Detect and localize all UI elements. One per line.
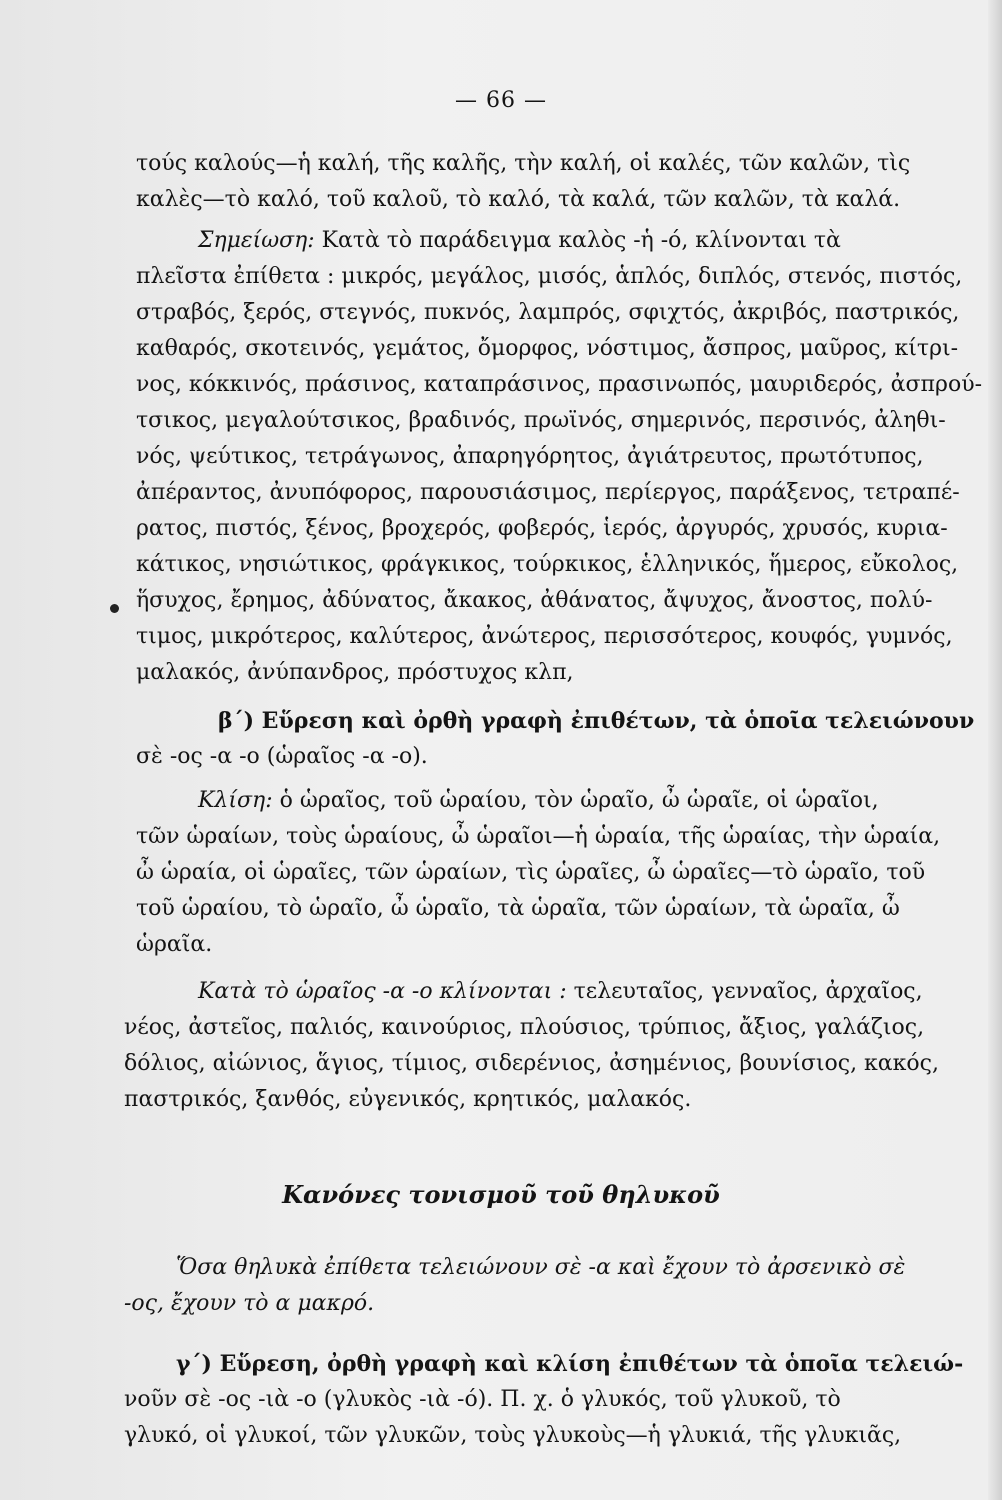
text-line: νός, ψεύτικος, τετράγωνος, ἀπαρηγόρητος, ἀγιάτρευτος, πρωτότυπος, <box>136 444 924 469</box>
text-line: νοῦν σὲ -ος -ιὰ -ο (γλυκὸς -ιὰ -ό). Π. χ. ὁ γλυκός, τοῦ γλυκοῦ, τὸ <box>124 1387 841 1412</box>
text-line: ἥσυχος, ἔρημος, ἀδύνατος, ἄκακος, ἀθάνατος, ἄψυχος, ἄνοστος, πολύ- <box>136 588 933 613</box>
kata-first-text: τελευταῖος, γενναῖος, ἀρχαῖος, <box>573 979 923 1004</box>
text-line: μαλακός, ἀνύπανδρος, πρόστυχος κλπ, <box>136 660 574 685</box>
note-first-line <box>198 227 986 255</box>
kata-label: Κατὰ τὸ ὡραῖος -α -ο κλίνονται : <box>198 979 567 1004</box>
text-line: πλεῖστα ἐπίθετα : μικρός, μεγάλος, μισός, ἁπλός, διπλός, στενός, πιστός, <box>136 264 963 289</box>
rule-line: Ὅσα θηλυκὰ ἐπίθετα τελειώνουν σὲ -α καὶ ἔχουν τὸ ἀρσενικὸ σὲ <box>176 1255 906 1280</box>
note-first-text: Κατὰ τὸ παράδειγμα καλὸς -ἡ -ό, κλίνονται τὰ <box>321 228 841 253</box>
text-line: τσικος, μεγαλούτσικος, βραδινός, πρωϊνός, σημερινός, περσινός, ἀληθι- <box>136 408 946 433</box>
text-line: στραβός, ξερός, στεγνός, πυκνός, λαμπρός, σφιχτός, ἀκριβός, παστρικός, <box>136 300 960 325</box>
text-line: νος, κόκκινός, πράσινος, καταπράσινος, πρασινωπός, μαυριδερός, ἀσπρού- <box>136 372 983 397</box>
section-b-text: σὲ -ος -α -ο (ὡραῖος -α -ο). <box>136 744 428 769</box>
section-g-heading: γ΄) Εὕρεση, ὀρθὴ γραφὴ καὶ κλίση ἐπιθέτων τὰ ὁποῖα τελειώ- <box>176 1351 964 1377</box>
text-line: ἀπέραντος, ἀνυπόφορος, παρουσιάσιμος, περίεργος, παράξενος, τετραπέ- <box>136 480 960 505</box>
text-line: ὦ ὡραία, οἱ ὡραῖες, τῶν ὡραίων, τὶς ὡραῖες, ὦ ὡραῖες—τὸ ὡραῖο, τοῦ <box>136 860 926 885</box>
text-line: κάτικος, νησιώτικος, φράγκικος, τούρκικος, ἑλληνικός, ἥμερος, εὔκολος, <box>136 552 959 577</box>
klisi-first-line <box>198 787 879 815</box>
page-number: — 66 — <box>455 88 547 113</box>
text-line: δόλιος, αἰώνιος, ἅγιος, τίμιος, σιδερένιος, ἀσημένιος, βουνίσιος, κακός, <box>124 1051 939 1076</box>
text-line: τούς καλούς—ἡ καλή, τῆς καλῆς, τὴν καλή, οἱ καλές, τῶν καλῶν, τὶς <box>136 151 911 176</box>
section-b-heading: β΄) Εὕρεση καὶ ὀρθὴ γραφὴ ἐπιθέτων, τὰ ὁποῖα τελειώνουν <box>218 708 975 734</box>
page-edge-shadow <box>988 0 1002 1500</box>
text-line: τιμος, μικρότερος, καλύτερος, ἀνώτερος, περισσότερος, κουφός, γυμνός, <box>136 624 953 649</box>
bullet-mark <box>110 604 119 613</box>
rule-line: -ος, ἔχουν τὸ α μακρό. <box>124 1291 375 1316</box>
text-line: ὡραῖα. <box>136 932 213 957</box>
note-label: Σημείωση: <box>198 228 315 253</box>
text-line: νέος, ἀστεῖος, παλιός, καινούριος, πλούσιος, τρύπιος, ἄξιος, γαλάζιος, <box>124 1015 925 1040</box>
text-line: τῶν ὡραίων, τοὺς ὡραίους, ὦ ὡραῖοι—ἡ ὡραία, τῆς ὡραίας, τὴν ὡραία, <box>136 824 941 849</box>
kata-first-line <box>198 978 923 1006</box>
section-heading: Κανόνες τονισμοῦ τοῦ θηλυκοῦ <box>282 1180 720 1209</box>
klisi-label: Κλίση: <box>198 788 273 813</box>
text-line: παστρικός, ξανθός, εὐγενικός, κρητικός, μαλακός. <box>124 1087 692 1112</box>
text-line: τοῦ ὡραίου, τὸ ὡραῖο, ὦ ὡραῖο, τὰ ὡραῖα, τῶν ὡραίων, τὰ ὡραῖα, ὦ <box>136 896 900 921</box>
text-line: καλὲς—τὸ καλό, τοῦ καλοῦ, τὸ καλό, τὰ καλά, τῶν καλῶν, τὰ καλά. <box>136 187 901 212</box>
text-line: γλυκό, οἱ γλυκοί, τῶν γλυκῶν, τοὺς γλυκοὺς—ἡ γλυκιά, τῆς γλυκιᾶς, <box>124 1423 902 1448</box>
section-b-heading-cont <box>136 743 428 771</box>
text-line: ρατος, πιστός, ξένος, βροχερός, φοβερός, ἱερός, ἀργυρός, χρυσός, κυρια- <box>136 516 948 541</box>
text-line: καθαρός, σκοτεινός, γεμάτος, ὄμορφος, νόστιμος, ἄσπρος, μαῦρος, κίτρι- <box>136 336 959 361</box>
klisi-first-text: ὁ ὡραῖος, τοῦ ὡραίου, τὸν ὡραῖο, ὦ ὡραῖε, οἱ ὡραῖοι, <box>279 788 879 813</box>
